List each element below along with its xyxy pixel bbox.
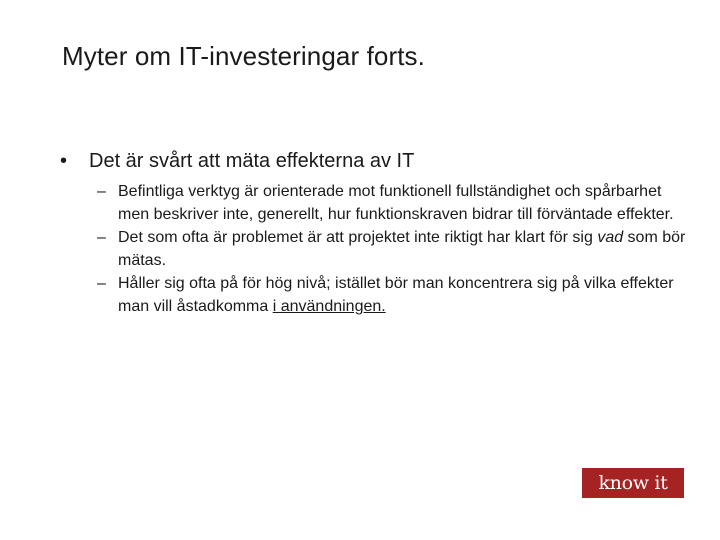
sub-bullet-measure	[60, 226, 690, 272]
sub-bullet-marker: –	[97, 183, 106, 200]
sub-bullet-tools	[60, 180, 690, 226]
main-bullet-text: Det är svårt att mäta effekterna av IT	[89, 150, 415, 172]
sub-bullet-marker: –	[97, 229, 106, 246]
main-bullet	[60, 148, 690, 174]
sub-bullet-marker: –	[97, 275, 106, 292]
sub-bullet-list	[60, 180, 690, 318]
emphasis-vad: vad	[597, 229, 624, 246]
sub-bullet-text-end: som bör mätas.	[118, 229, 686, 269]
link-i-anvandningen[interactable]: i användningen.	[272, 298, 386, 315]
sub-bullet-level	[60, 272, 690, 318]
slide-title: Myter om IT-investeringar forts.	[62, 41, 425, 71]
slide-content	[60, 148, 690, 318]
sub-bullet-text-start: Det som ofta är problemet är att projektet inte riktigt har klart för sig	[118, 229, 598, 246]
sub-bullet-text-start: Håller sig ofta på för hög nivå; istället bör man koncentrera sig på vilka effekter man vill åstadkomma	[118, 275, 674, 315]
bullet-marker: •	[60, 150, 68, 172]
sub-bullet-text: Befintliga verktyg är orienterade mot funktionell fullständighet och spårbarhet men beskriver inte, generellt, hur funktionskraven bidrar till förväntade effekter.	[118, 183, 674, 223]
knowit-logo: know it	[582, 468, 684, 498]
